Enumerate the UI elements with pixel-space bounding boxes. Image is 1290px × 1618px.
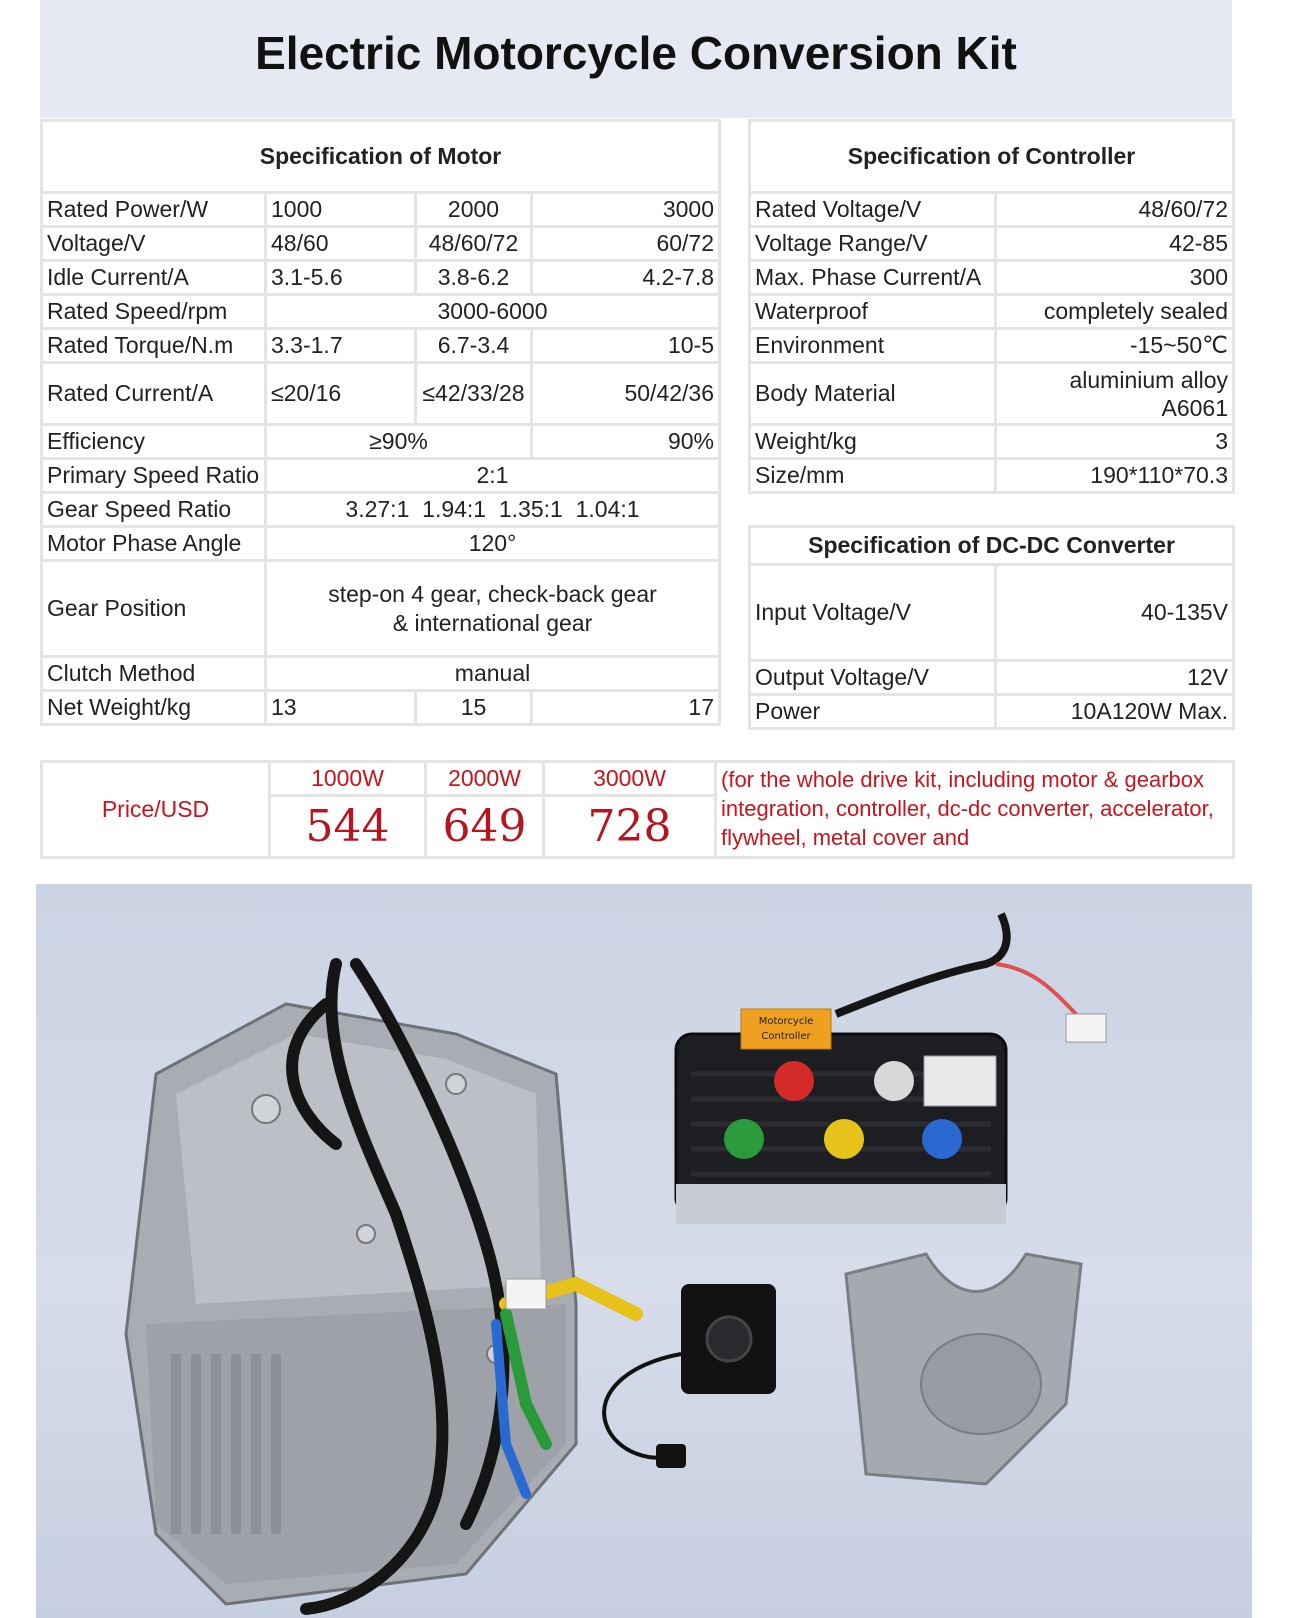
dcdc-table-heading: Specification of DC-DC Converter (750, 527, 1234, 565)
motor-row-label: Gear Speed Ratio (42, 493, 266, 527)
price-value-3000w: 728 (544, 796, 716, 858)
motor-cell: 48/60 (266, 227, 416, 261)
motor-cell: 3.8-6.2 (416, 261, 532, 295)
gear-position-line: step-on 4 gear, check-back gear (328, 580, 657, 607)
motor-cell: 4.2-7.8 (532, 261, 720, 295)
motor-cell: 15 (416, 691, 532, 725)
gear-position-line: & international gear (392, 609, 593, 636)
table-row (750, 459, 1234, 493)
table-row (750, 261, 1234, 295)
table-row (42, 261, 720, 295)
product-photo-illustration (36, 884, 1252, 1618)
table-row (42, 425, 720, 459)
controller-cell: 300 (996, 261, 1234, 295)
controller-row-label: Environment (750, 329, 996, 363)
controller-cell: 190*110*70.3 (996, 459, 1234, 493)
motor-row-label: Gear Position (42, 561, 266, 657)
controller-cell: -15~50℃ (996, 329, 1234, 363)
table-row (750, 295, 1234, 329)
table-row (42, 193, 720, 227)
table-row (750, 363, 1234, 425)
dcdc-cell: 12V (996, 661, 1234, 695)
table-row (42, 657, 720, 691)
motor-row-label: Voltage/V (42, 227, 266, 261)
motor-cell: 6.7-3.4 (416, 329, 532, 363)
table-row (750, 565, 1234, 661)
motor-table-heading: Specification of Motor (42, 121, 720, 193)
motor-cell: 50/42/36 (532, 363, 720, 425)
table-row (42, 459, 720, 493)
table-row (42, 295, 720, 329)
motor-controller (676, 914, 1106, 1224)
motor-spec-table (40, 119, 721, 726)
controller-row-label: Size/mm (750, 459, 996, 493)
motor-cell: manual (266, 657, 720, 691)
dcdc-row-label: Output Voltage/V (750, 661, 996, 695)
price-value-2000w: 649 (426, 796, 544, 858)
motor-cell: ≤20/16 (266, 363, 416, 425)
table-row (42, 691, 720, 725)
price-value-1000w: 544 (270, 796, 426, 858)
motor-cell: 2:1 (266, 459, 720, 493)
motor-row-label: Rated Power/W (42, 193, 266, 227)
table-row (42, 527, 720, 561)
motor-row-label: Motor Phase Angle (42, 527, 266, 561)
motor-cell: 10-5 (532, 329, 720, 363)
controller-table-heading: Specification of Controller (750, 121, 1234, 193)
price-power-2000w: 2000W (426, 762, 544, 796)
motor-cell: ≥90% (266, 425, 532, 459)
motor-cell: ≤42/33/28 (416, 363, 532, 425)
motor-cell: 3.3-1.7 (266, 329, 416, 363)
body-material-line: A6061 (1161, 394, 1228, 421)
motor-cell: 48/60/72 (416, 227, 532, 261)
motor-cell: 3000 (532, 193, 720, 227)
motor-cell: 3.1-5.6 (266, 261, 416, 295)
controller-row-label: Weight/kg (750, 425, 996, 459)
page-title: Electric Motorcycle Conversion Kit (255, 27, 1017, 79)
controller-cell (996, 363, 1234, 425)
table-row (42, 363, 720, 425)
dcdc-spec-table (748, 525, 1235, 730)
table-row (42, 227, 720, 261)
controller-cell: 48/60/72 (996, 193, 1234, 227)
motor-row-label: Rated Current/A (42, 363, 266, 425)
table-row (750, 695, 1234, 729)
dcdc-cell: 10A120W Max. (996, 695, 1234, 729)
motor-row-label: Clutch Method (42, 657, 266, 691)
motor-cell: 17 (532, 691, 720, 725)
controller-row-label: Max. Phase Current/A (750, 261, 996, 295)
controller-cell: 3 (996, 425, 1234, 459)
motor-row-label: Idle Current/A (42, 261, 266, 295)
controller-row-label: Voltage Range/V (750, 227, 996, 261)
motor-row-label: Efficiency (42, 425, 266, 459)
table-row (42, 493, 720, 527)
controller-row-label: Rated Voltage/V (750, 193, 996, 227)
table-row (750, 425, 1234, 459)
price-table (40, 760, 1235, 859)
controller-cell: completely sealed (996, 295, 1234, 329)
table-row (42, 561, 720, 657)
table-row (750, 329, 1234, 363)
table-row (750, 227, 1234, 261)
motor-cell: 60/72 (532, 227, 720, 261)
motor-cell: 2000 (416, 193, 532, 227)
dcdc-row-label: Input Voltage/V (750, 565, 996, 661)
motor-cell: 1000 (266, 193, 416, 227)
price-power-1000w: 1000W (270, 762, 426, 796)
product-photo (36, 884, 1252, 1618)
price-power-3000w: 3000W (544, 762, 716, 796)
price-note: (for the whole drive kit, including motor & gearbox integration, controller, dc-dc converter, accelerator, flywheel, metal cover and (716, 762, 1234, 858)
body-material-line: aluminium alloy (1069, 366, 1228, 393)
metal-cover (846, 1254, 1081, 1484)
controller-row-label: Body Material (750, 363, 996, 425)
motor-cell: 90% (532, 425, 720, 459)
motor-cell: 120° (266, 527, 720, 561)
controller-cell: 42-85 (996, 227, 1234, 261)
controller-spec-table (748, 119, 1235, 494)
motor-cell: 3.27:1 1.94:1 1.35:1 1.04:1 (266, 493, 720, 527)
motor-row-label: Net Weight/kg (42, 691, 266, 725)
table-row (750, 661, 1234, 695)
motor-row-label: Rated Speed/rpm (42, 295, 266, 329)
controller-sticker-line2: Controller (761, 1031, 811, 1042)
controller-row-label: Waterproof (750, 295, 996, 329)
controller-sticker-line1: Motorcycle (758, 1016, 814, 1027)
motor-row-label: Rated Torque/N.m (42, 329, 266, 363)
motor-row-label: Primary Speed Ratio (42, 459, 266, 493)
table-row (750, 193, 1234, 227)
dcdc-cell: 40-135V (996, 565, 1234, 661)
motor-cell: 13 (266, 691, 416, 725)
motor-cell: 3000-6000 (266, 295, 720, 329)
table-row (42, 762, 1234, 796)
dcdc-row-label: Power (750, 695, 996, 729)
price-label: Price/USD (42, 762, 270, 858)
table-row (42, 329, 720, 363)
motor-cell (266, 561, 720, 657)
